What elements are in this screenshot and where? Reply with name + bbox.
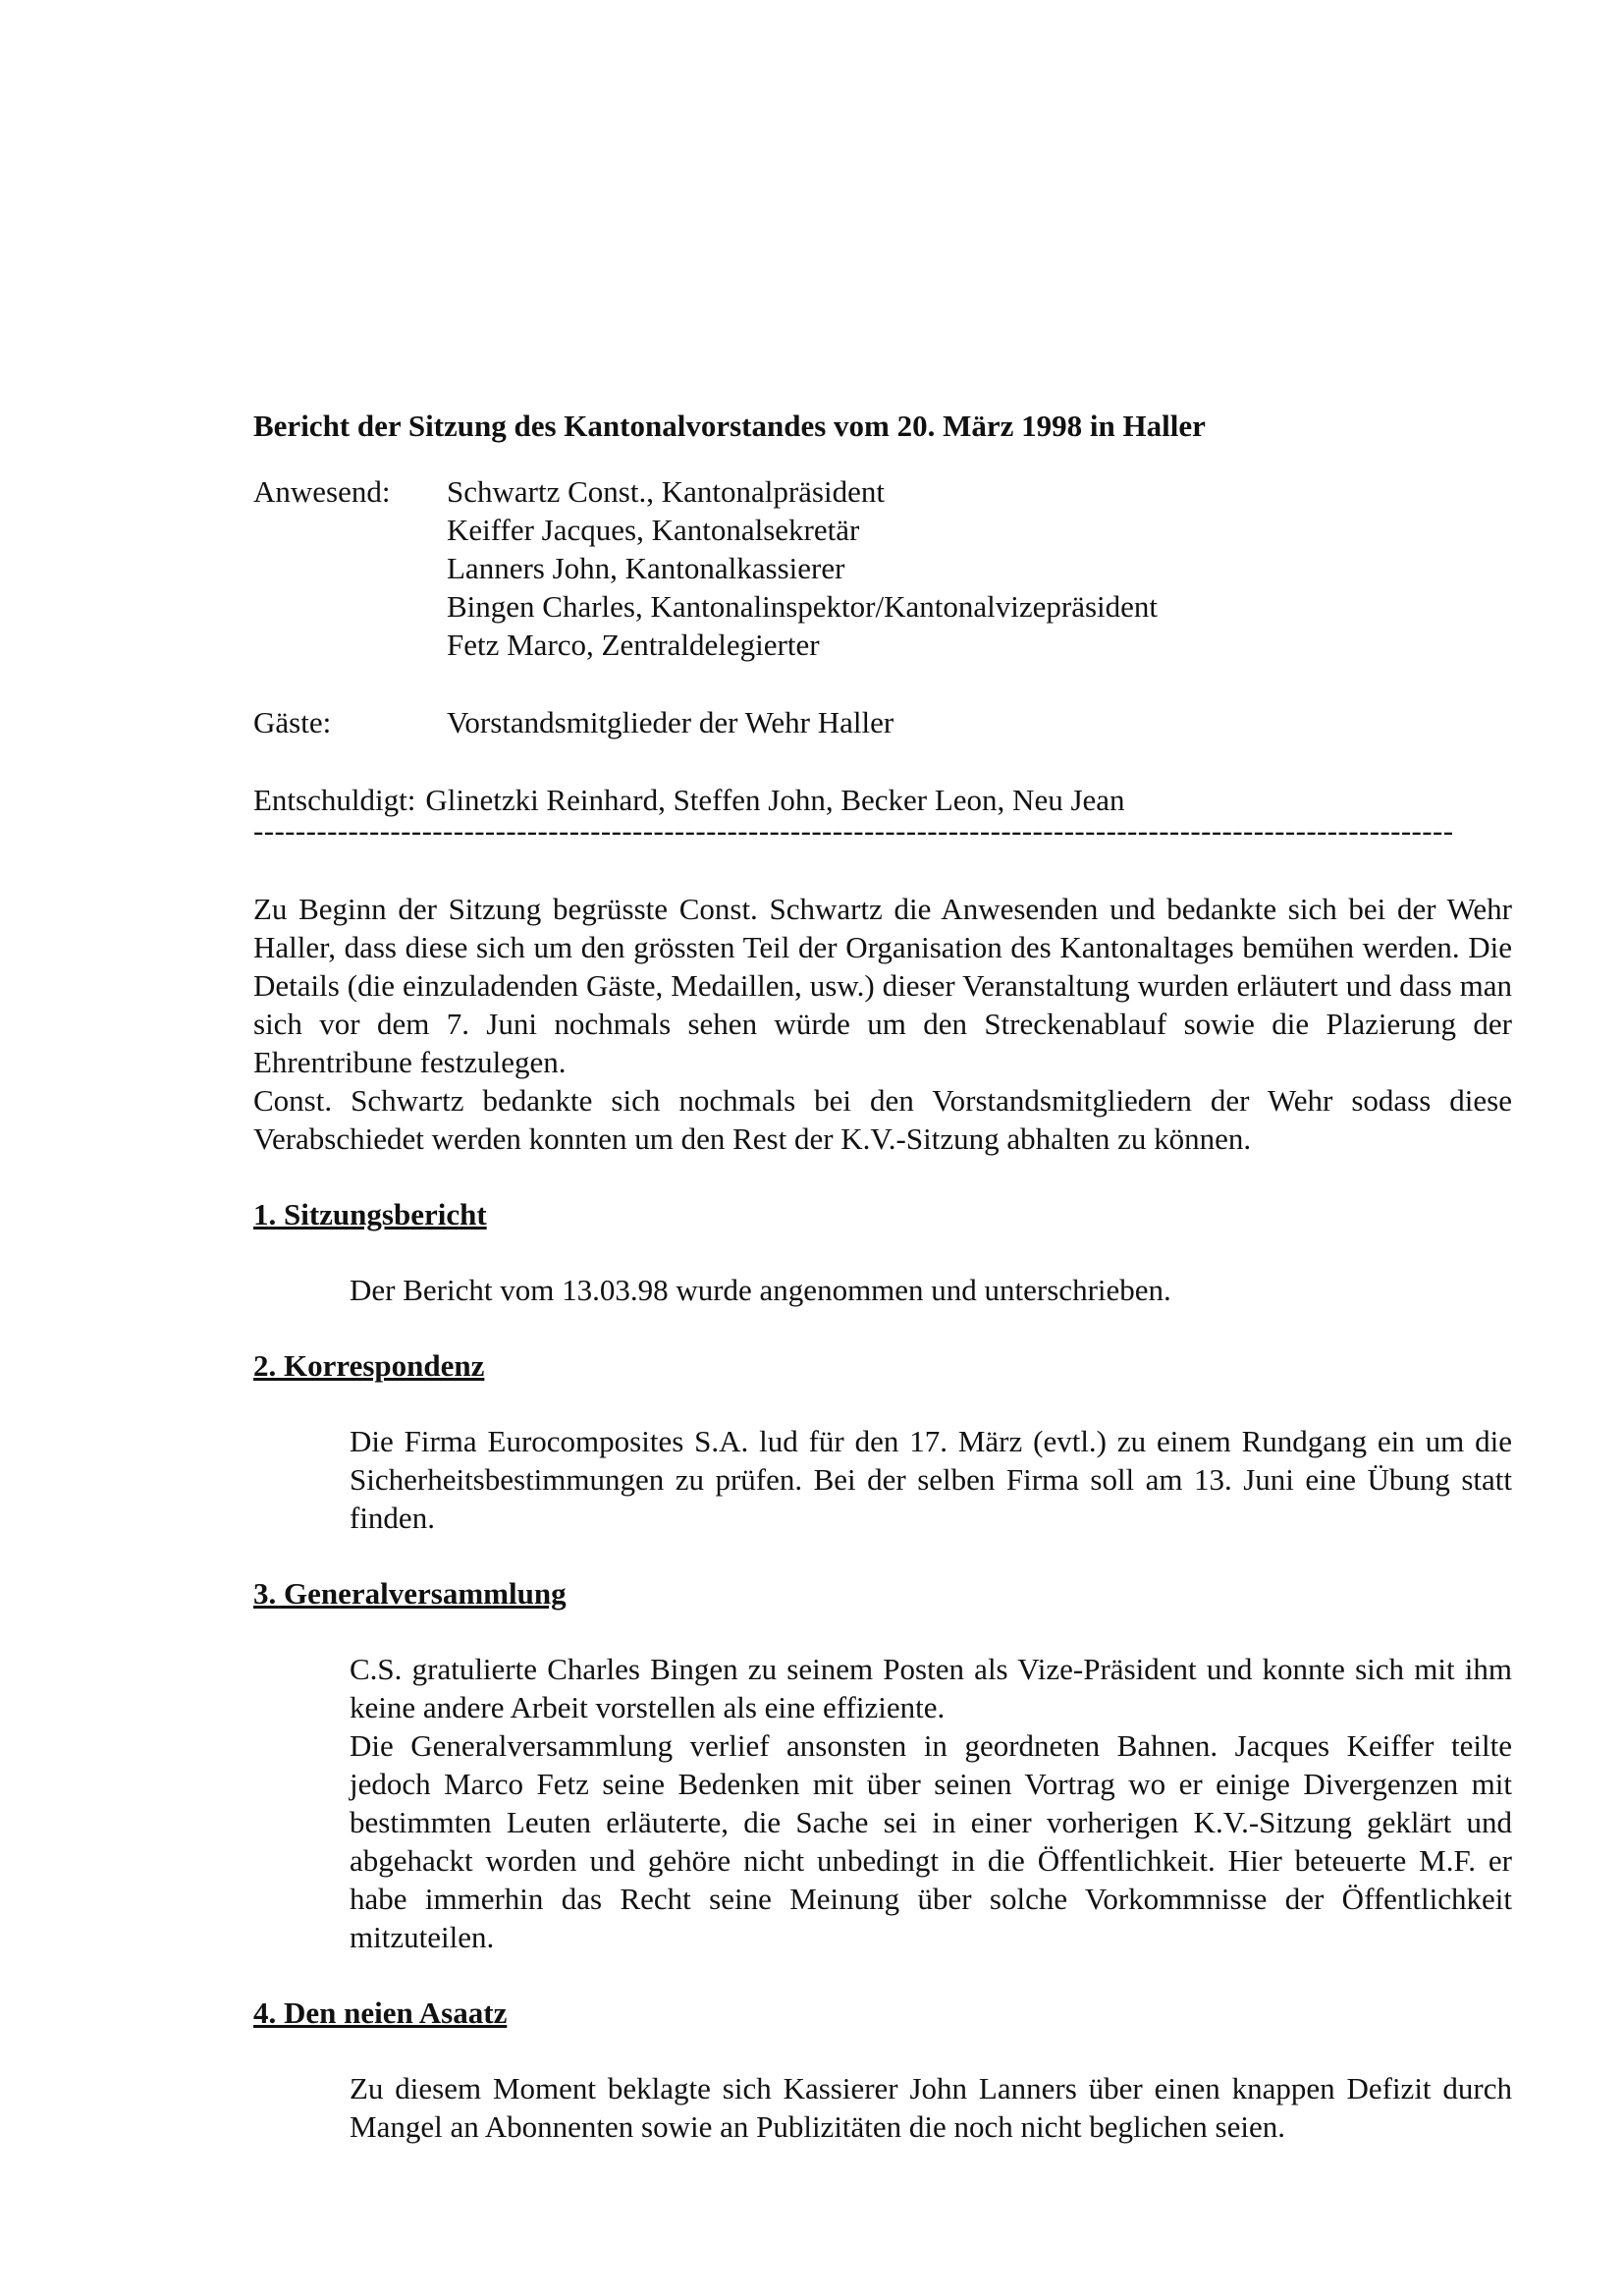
section-body <box>350 1271 1512 1309</box>
section-paragraph: Der Bericht vom 13.03.98 wurde angenommen und unterschrieben. <box>350 1273 1171 1307</box>
guests-label: Gäste: <box>253 705 332 739</box>
section-heading: 2. Korrespondenz <box>253 1348 485 1383</box>
excused-value: Glinetzki Reinhard, Steffen John, Becker Leon, Neu Jean <box>425 783 1125 817</box>
intro-paragraph: Const. Schwartz bedankte sich nochmals bei den Vorstandsmitgliedern der Wehr sodass diese Verabschiedet werden konnten um den Rest der K.V.-Sitzung abhalten zu können. <box>253 1083 1512 1156</box>
section-heading: 4. Den neien Asaatz <box>253 1995 508 2030</box>
section-paragraph: Die Generalversammlung verlief ansonsten in geordneten Bahnen. Jacques Keiffer teilte jedoch Marco Fetz seine Bedenken mit über seinen Vortrag wo er einige Divergenzen mit bestimmten Leuten erläuterte, die Sache sei in einer vorherigen K.V.-Sitzung geklärt und abgehackt worden und gehöre nicht unbedingt in die Öffentlichkeit. Hier beteuerte M.F. er habe immerhin das Recht seine Meinung über solche Vorkommnisse der Öffentlichkeit mitzuteilen. <box>350 1728 1512 1954</box>
present-label: Anwesend: <box>253 474 391 509</box>
section-sitzungsbericht <box>253 1195 1512 1309</box>
section-korrespondenz <box>253 1346 1512 1537</box>
document-title: Bericht der Sitzung des Kantonalvorstandes vom 20. März 1998 in Haller <box>253 409 1206 443</box>
present-field <box>253 472 1512 664</box>
section-paragraph: Zu diesem Moment beklagte sich Kassierer John Lanners über einen knappen Defizit durch Mangel an Abonnenten sowie an Publizitäten die noch nicht beglichen seien. <box>350 2071 1512 2144</box>
guests-field <box>253 703 1512 741</box>
section-paragraph: Die Firma Eurocomposites S.A. lud für den 17. März (evtl.) zu einem Rundgang ein um die Sicherheitsbestimmungen zu prüfen. Bei der selben Firma soll am 13. Juni eine Übung statt finden. <box>350 1424 1512 1535</box>
section-body <box>350 1422 1512 1537</box>
section-heading: 1. Sitzungsbericht <box>253 1197 487 1231</box>
excused-label: Entschuldigt: <box>253 783 416 817</box>
present-member: Fetz Marco, Zentraldelegierter <box>447 628 820 662</box>
intro-paragraph: Zu Beginn der Sitzung begrüsste Const. Schwartz die Anwesenden und bedankte sich bei der Wehr Haller, dass diese sich um den grössten Teil der Organisation des Kantonaltages bemühen werden. Die Details (die einzuladenden Gäste, Medaillen, usw.) dieser Veranstaltung wurden erläutert und dass man sich vor dem 7. Juni nochmals sehen würde um den Streckenablauf sowie die Plazierung der Ehrentribune festzulegen. <box>253 892 1512 1079</box>
excused-field <box>253 781 1512 819</box>
section-body <box>350 2069 1512 2146</box>
section-generalversammlung <box>253 1574 1512 1956</box>
document-content <box>253 407 1512 2146</box>
section-den-neien-asaatz <box>253 1994 1512 2146</box>
present-member: Schwartz Const., Kantonalpräsident <box>447 474 885 509</box>
present-member: Keiffer Jacques, Kantonalsekretär <box>447 513 860 547</box>
intro-block <box>253 890 1512 1158</box>
dashed-separator: ------------------------------------------------------------------------------------------------------------------ <box>253 819 1454 843</box>
guests-value: Vorstandsmitglieder der Wehr Haller <box>447 705 894 739</box>
section-paragraph: C.S. gratulierte Charles Bingen zu seinem Posten als Vize-Präsident und konnte sich mit ihm keine andere Arbeit vorstellen als eine effiziente. <box>350 1652 1512 1724</box>
present-list <box>447 472 1158 664</box>
present-member: Bingen Charles, Kantonalinspektor/Kantonalvizepräsident <box>447 589 1159 624</box>
section-body <box>350 1650 1512 1956</box>
present-member: Lanners John, Kantonalkassierer <box>447 551 845 585</box>
section-heading: 3. Generalversammlung <box>253 1576 567 1611</box>
